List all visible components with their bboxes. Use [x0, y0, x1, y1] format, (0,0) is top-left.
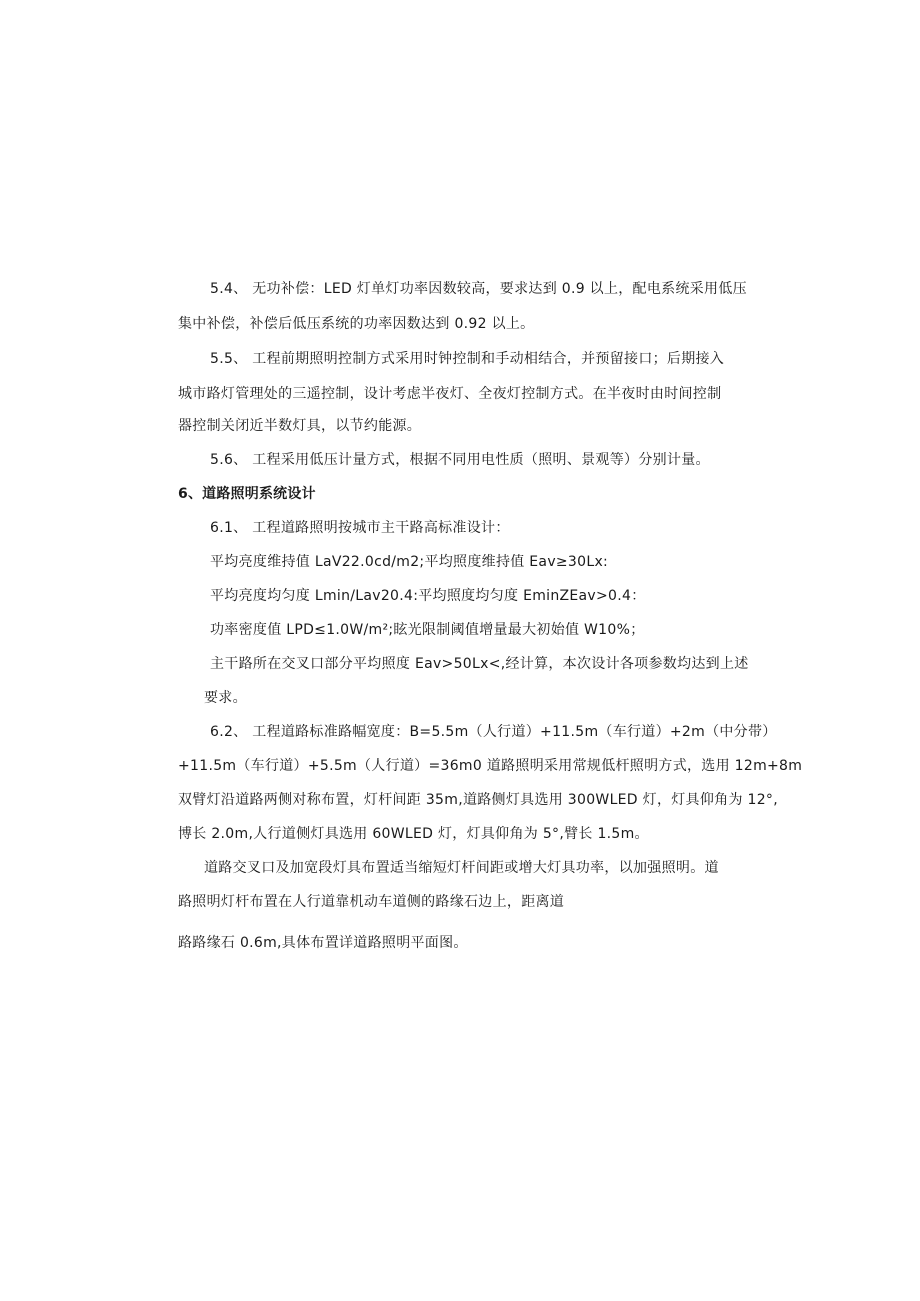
paragraph-5-4-line-2: 集中补偿，补偿后低压系统的功率因数达到 0.92 以上。 [178, 316, 535, 332]
paragraph-5-5-line-1: 5.5、 工程前期照明控制方式采用时钟控制和手动相结合，并预留接口；后期接入 [210, 351, 725, 367]
paragraph-5-4-line-1: 5.4、 无功补偿：LED 灯单灯功率因数较高，要求达到 0.9 以上，配电系统采用低压 [210, 281, 747, 297]
criteria-line-3: 功率密度值 LPD≤1.0W/m²;眩光限制阈值增量最大初始值 W10%； [210, 622, 645, 638]
paragraph-intersection-line-1: 道路交叉口及加宽段灯具布置适当缩短灯杆间距或增大灯具功率，以加强照明。道 [204, 860, 719, 876]
paragraph-5-5-line-2: 城市路灯管理处的三遥控制，设计考虑半夜灯、全夜灯控制方式。在半夜时由时间控制 [178, 386, 722, 402]
section-heading-6: 6、道路照明系统设计 [178, 486, 316, 502]
paragraph-6-2-line-4: 博长 2.0m,人行道侧灯具选用 60WLED 灯，灯具仰角为 5°,臂长 1.5m。 [178, 826, 649, 842]
paragraph-6-1: 6.1、 工程道路照明按城市主干路高标准设计： [210, 520, 510, 536]
criteria-line-2: 平均亮度均匀度 Lmin/Lav20.4:平均照度均匀度 EminZEav>0.4： [210, 588, 646, 604]
paragraph-6-2-line-1: 6.2、 工程道路标准路幅宽度：B=5.5m（人行道）+11.5m（车行道）+2m（中分带） [210, 724, 777, 740]
criteria-line-4: 主干路所在交叉口部分平均照度 Eav>50Lx<,经计算，本次设计各项参数均达到上述 [210, 656, 749, 672]
paragraph-intersection-line-2: 路照明灯杆布置在人行道靠机动车道侧的路缘石边上，距离道 [178, 894, 565, 910]
paragraph-5-6: 5.6、 工程采用低压计量方式，根据不同用电性质（照明、景观等）分别计量。 [210, 452, 710, 468]
paragraph-6-2-line-2: +11.5m（车行道）+5.5m（人行道）=36m0 道路照明采用常规低杆照明方式，选用 12m+8m [178, 758, 803, 774]
paragraph-6-2-line-3: 双臂灯沿道路两侧对称布置，灯杆间距 35m,道路侧灯具选用 300WLED 灯，灯具仰角为 12°, [178, 792, 778, 808]
criteria-line-1: 平均亮度维持值 LaV22.0cd/m2;平均照度维持值 Eav≥30Lx: [210, 554, 609, 570]
paragraph-5-5-line-3: 器控制关闭近半数灯具，以节约能源。 [178, 418, 422, 434]
criteria-line-5: 要求。 [204, 690, 247, 706]
paragraph-intersection-line-3: 路路缘石 0.6m,具体布置详道路照明平面图。 [178, 935, 468, 951]
